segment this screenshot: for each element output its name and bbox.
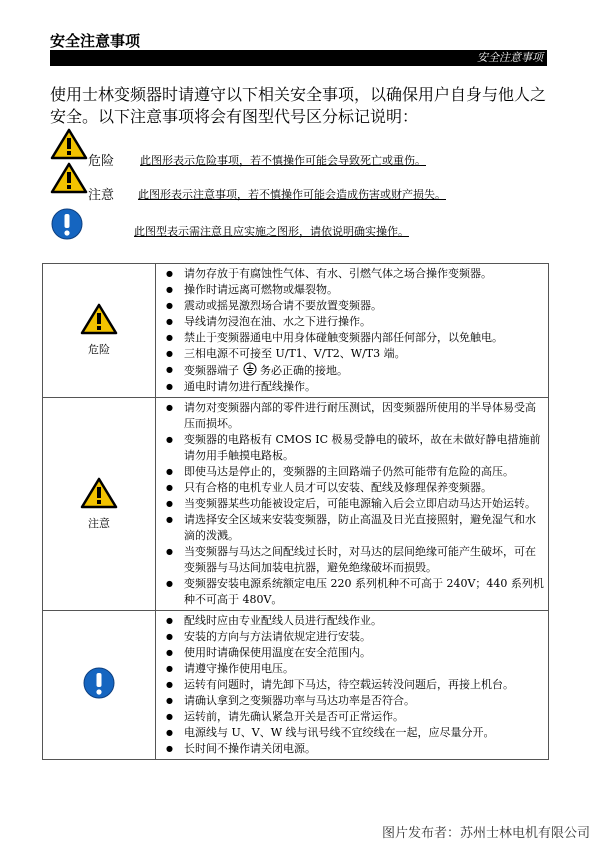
list-item: ● 请勿对变频器内部的零件进行耐压测试，因变频器所使用的半导体易受高压而损坏。 (164, 400, 544, 432)
section-mandatory (43, 611, 549, 760)
legend-label: 危险 (88, 154, 115, 169)
list-item: ● 变频器安装电源系统额定电压 220 系列机种不可高于 240V；440 系列机种不可高于 480V。 (164, 576, 544, 608)
intro-text: 使用士林变频器时请遵守以下相关安全事项，以确保用户自身与他人之安全。以下注意事项将会有图型代号区分标记说明： (50, 85, 547, 126)
list-item: ● 通电时请勿进行配线操作。 (164, 379, 544, 395)
footer-credit: 图片发布者：苏州士林电机有限公司 (381, 826, 590, 841)
section-category (43, 611, 156, 760)
warning-triangle-icon (50, 162, 88, 198)
warning-triangle-icon (80, 499, 118, 512)
safety-table (42, 263, 549, 760)
list-item: ● 只有合格的电机专业人员才可以安装、配线及修理保养变频器。 (164, 480, 544, 496)
list-item: ● 运转有问题时，请先卸下马达，待空载运转没问题后，再接上机台。 (164, 677, 544, 693)
list-item: ● 当变频器与马达之间配线过长时，对马达的层间绝缘可能产生破坏，可在变频器与马达间加装电抗器，避免绝缘破坏而损毁。 (164, 544, 544, 576)
list-item: ● 操作时请远离可燃物或爆裂物。 (164, 282, 544, 298)
list-item: ● 电源线与 U、V、W 线与讯号线不宜绞线在一起，应尽量分开。 (164, 725, 544, 741)
section-items (156, 264, 549, 398)
mandatory-circle-icon (50, 207, 84, 245)
list-item: ● 使用时请确保使用温度在安全范围内。 (164, 645, 544, 661)
list-item: ● 请选择安全区域来安装变频器，防止高温及日光直接照射，避免湿气和水滴的泼溅。 (164, 512, 544, 544)
legend-desc: 此图形表示危险事项，若不慎操作可能会导致死亡或重伤。 (140, 154, 426, 167)
section-category (43, 398, 156, 611)
ground-icon (243, 364, 257, 377)
list-item: ● 震动或摇晃激烈场合请不要放置变频器。 (164, 298, 544, 314)
list-item-text: 变频器端子 (184, 364, 239, 377)
header-bar: 安全注意事项 (50, 50, 547, 66)
legend-caution (50, 162, 550, 202)
list-item: ● 即使马达是停止的，变频器的主回路端子仍然可能带有危险的高压。 (164, 464, 544, 480)
list-item: ● 当变频器某些功能被设定后，可能电源输入后会立即启动马达开始运转。 (164, 496, 544, 512)
legend-desc: 此图型表示需注意且应实施之图形，请依说明确实操作。 (134, 225, 409, 238)
list-item: ● 请勿存放于有腐蚀性气体、有水、引燃气体之场合操作变频器。 (164, 266, 544, 282)
list-item: ● 安装的方向与方法请依规定进行安装。 (164, 629, 544, 645)
list-item: ● 请确认拿到之变频器功率与马达功率是否符合。 (164, 693, 544, 709)
page-title: 安全注意事项 (50, 32, 141, 50)
warning-triangle-icon (50, 128, 88, 164)
list-item: ● 三相电源不可接至 U/T1、V/T2、W/T3 端。 (164, 346, 544, 362)
legend-mandatory (50, 207, 550, 247)
section-caution (43, 398, 549, 611)
section-items (156, 611, 549, 760)
section-category (43, 264, 156, 398)
list-item: ● 配线时应由专业配线人员进行配线作业。 (164, 613, 544, 629)
section-items (156, 398, 549, 611)
list-item: ● 变频器的电路板有 CMOS IC 极易受静电的破坏，故在未做好静电措施前请勿用手触摸电路板。 (164, 432, 544, 464)
section-danger (43, 264, 549, 398)
legend-desc: 此图形表示注意事项，若不慎操作可能会造成伤害或财产损失。 (138, 188, 446, 201)
mandatory-circle-icon (82, 690, 116, 703)
list-item (164, 362, 544, 379)
list-item: ● 运转前，请先确认紧急开关是否可正常运作。 (164, 709, 544, 725)
legend-label: 注意 (88, 188, 115, 203)
list-item: ● 禁止于变频器通电中用身体碰触变频器内部任何部分，以免触电。 (164, 330, 544, 346)
list-item-text: 务必正确的接地。 (260, 364, 348, 377)
list-item: ● 请遵守操作使用电压。 (164, 661, 544, 677)
list-item: ● 长时间不操作请关闭电源。 (164, 741, 544, 757)
section-label: 危险 (88, 343, 110, 356)
warning-triangle-icon (80, 325, 118, 338)
section-label: 注意 (88, 516, 110, 530)
list-item: ● 导线请勿浸泡在油、水之下进行操作。 (164, 314, 544, 330)
